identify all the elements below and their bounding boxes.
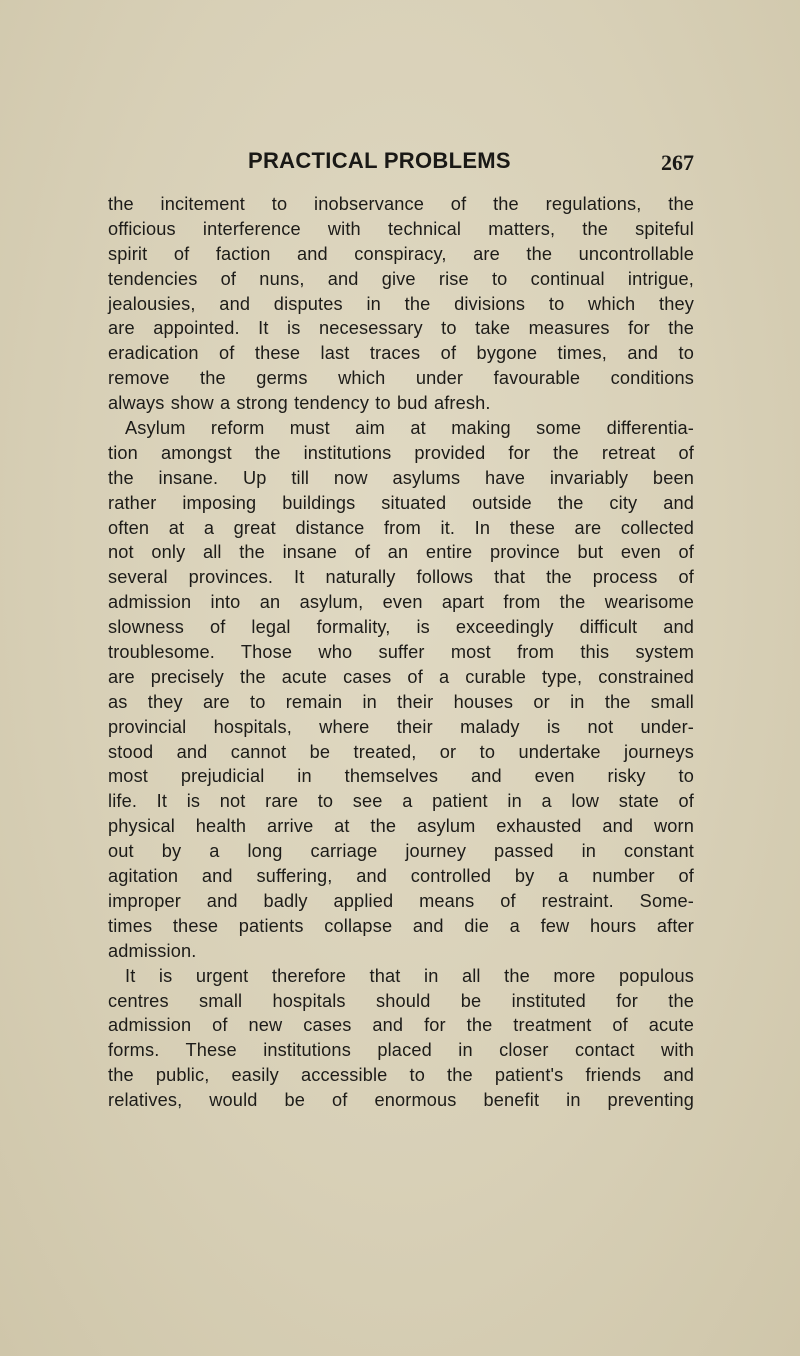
- text-line: slowness of legal formality, is exceedingly difficult and: [108, 617, 694, 638]
- text-line: eradication of these last traces of bygone times, and to: [108, 343, 694, 364]
- text-line: agitation and suffering, and controlled by a number of: [108, 866, 694, 887]
- text-line: It is urgent therefore that in all the more populous: [125, 965, 694, 986]
- text-line: provincial hospitals, where their malady is not under-: [108, 716, 694, 737]
- text-line: out by a long carriage journey passed in constant: [108, 841, 694, 862]
- running-title: PRACTICAL PROBLEMS: [248, 148, 511, 173]
- text-line: are precisely the acute cases of a curable type, constrained: [108, 666, 694, 687]
- book-page: [108, 148, 694, 1113]
- text-line: the public, easily accessible to the patient's friends and: [108, 1065, 694, 1086]
- text-line: the insane. Up till now asylums have invariably been: [108, 467, 694, 488]
- text-line: are appointed. It is necesessary to take measures for the: [108, 318, 694, 339]
- text-line: the incitement to inobservance of the regulations, the: [108, 194, 694, 214]
- text-line: not only all the insane of an entire province but even of: [108, 542, 694, 563]
- text-line: several provinces. It naturally follows that the process of: [108, 567, 694, 588]
- text-line: improper and badly applied means of restraint. Some-: [108, 890, 694, 911]
- text-line: often at a great distance from it. In these are collected: [108, 517, 694, 538]
- page-header: [108, 148, 694, 184]
- text-line: tendencies of nuns, and give rise to continual intrigue,: [108, 268, 694, 289]
- text-line: admission.: [108, 940, 197, 961]
- text-line: centres small hospitals should be instituted for the: [108, 990, 694, 1011]
- text-line: spirit of faction and conspiracy, are the uncontrollable: [108, 243, 694, 264]
- text-line: Asylum reform must aim at making some differentia-: [125, 418, 694, 439]
- text-line: officious interference with technical matters, the spiteful: [108, 218, 694, 239]
- text-line: most prejudicial in themselves and even risky to: [108, 766, 694, 787]
- text-line: life. It is not rare to see a patient in a low state of: [108, 791, 694, 812]
- body-text: [108, 192, 694, 1113]
- text-line: admission of new cases and for the treatment of acute: [108, 1015, 694, 1036]
- text-line: remove the germs which under favourable conditions: [108, 368, 694, 389]
- text-line: physical health arrive at the asylum exhausted and worn: [108, 816, 694, 837]
- text-line: stood and cannot be treated, or to undertake journeys: [108, 741, 694, 762]
- text-line: times these patients collapse and die a few hours after: [108, 915, 694, 936]
- text-line: troublesome. Those who suffer most from this system: [108, 642, 694, 663]
- text-line: as they are to remain in their houses or in the small: [108, 691, 694, 712]
- text-line: relatives, would be of enormous benefit in preventing: [108, 1090, 694, 1111]
- text-line: rather imposing buildings situated outside the city and: [108, 492, 694, 513]
- page-number: 267: [661, 150, 694, 175]
- text-line: jealousies, and disputes in the divisions to which they: [108, 293, 694, 314]
- text-line: tion amongst the institutions provided for the retreat of: [108, 442, 694, 463]
- text-line: forms. These institutions placed in closer contact with: [108, 1040, 694, 1061]
- text-line: always show a strong tendency to bud afresh.: [108, 393, 491, 414]
- text-line: admission into an asylum, even apart from the wearisome: [108, 592, 694, 613]
